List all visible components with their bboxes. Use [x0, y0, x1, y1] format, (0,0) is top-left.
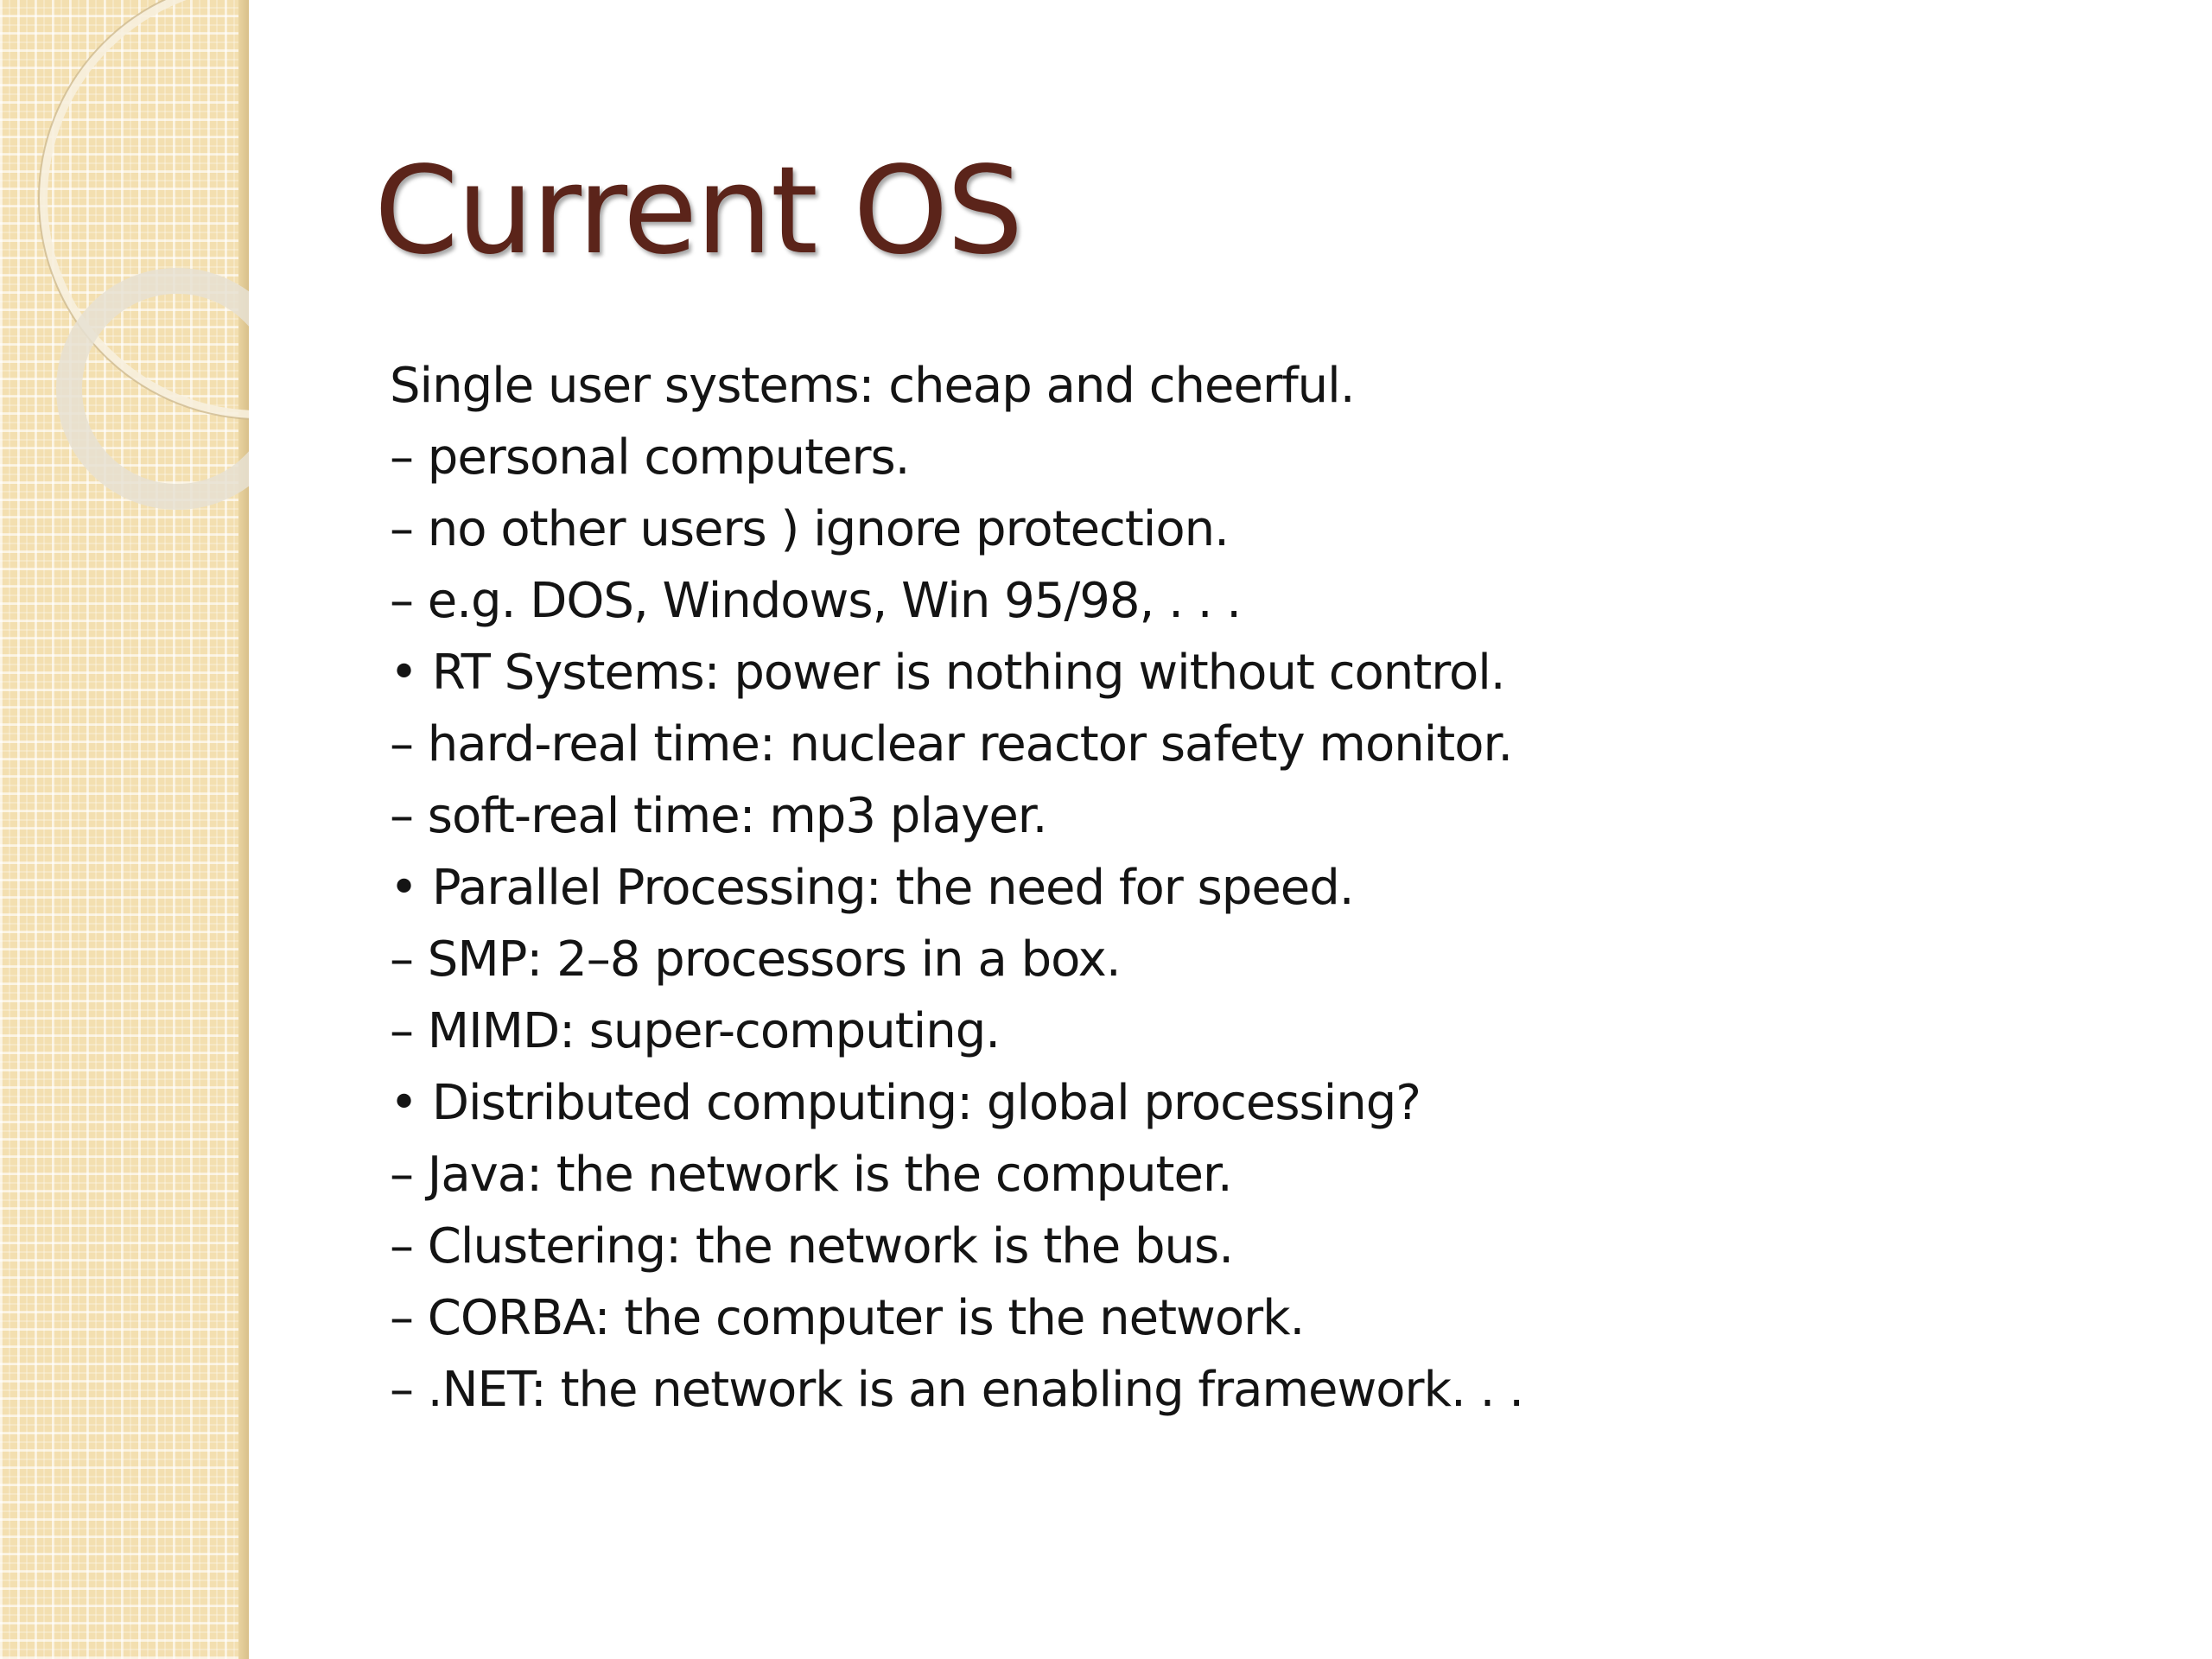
list-item: – Java: the network is the computer. [390, 1147, 1232, 1203]
list-item: – CORBA: the computer is the network. [390, 1290, 1305, 1346]
list-item: – no other users ) ignore protection. [390, 501, 1229, 557]
slide-title: Current OS [374, 141, 1022, 282]
list-item: – e.g. DOS, Windows, Win 95/98, . . . [390, 573, 1242, 629]
list-item: – hard-real time: nuclear reactor safety monitor. [390, 716, 1513, 772]
list-item: • Distributed computing: global processing? [390, 1075, 1421, 1131]
list-item: • Parallel Processing: the need for speed. [390, 860, 1354, 916]
list-item: – Clustering: the network is the bus. [390, 1218, 1234, 1274]
list-item: – .NET: the network is an enabling framework. . . [390, 1362, 1524, 1418]
list-item: – personal computers. [390, 429, 910, 486]
list-item: • RT Systems: power is nothing without control. [390, 645, 1505, 701]
decorative-rings [0, 0, 249, 605]
list-item: Single user systems: cheap and cheerful. [390, 358, 1355, 414]
list-item: – soft-real time: mp3 player. [390, 788, 1047, 844]
list-item: – SMP: 2–8 processors in a box. [390, 931, 1121, 988]
slide-body-list [390, 350, 2031, 1426]
list-item: – MIMD: super-computing. [390, 1003, 1001, 1059]
